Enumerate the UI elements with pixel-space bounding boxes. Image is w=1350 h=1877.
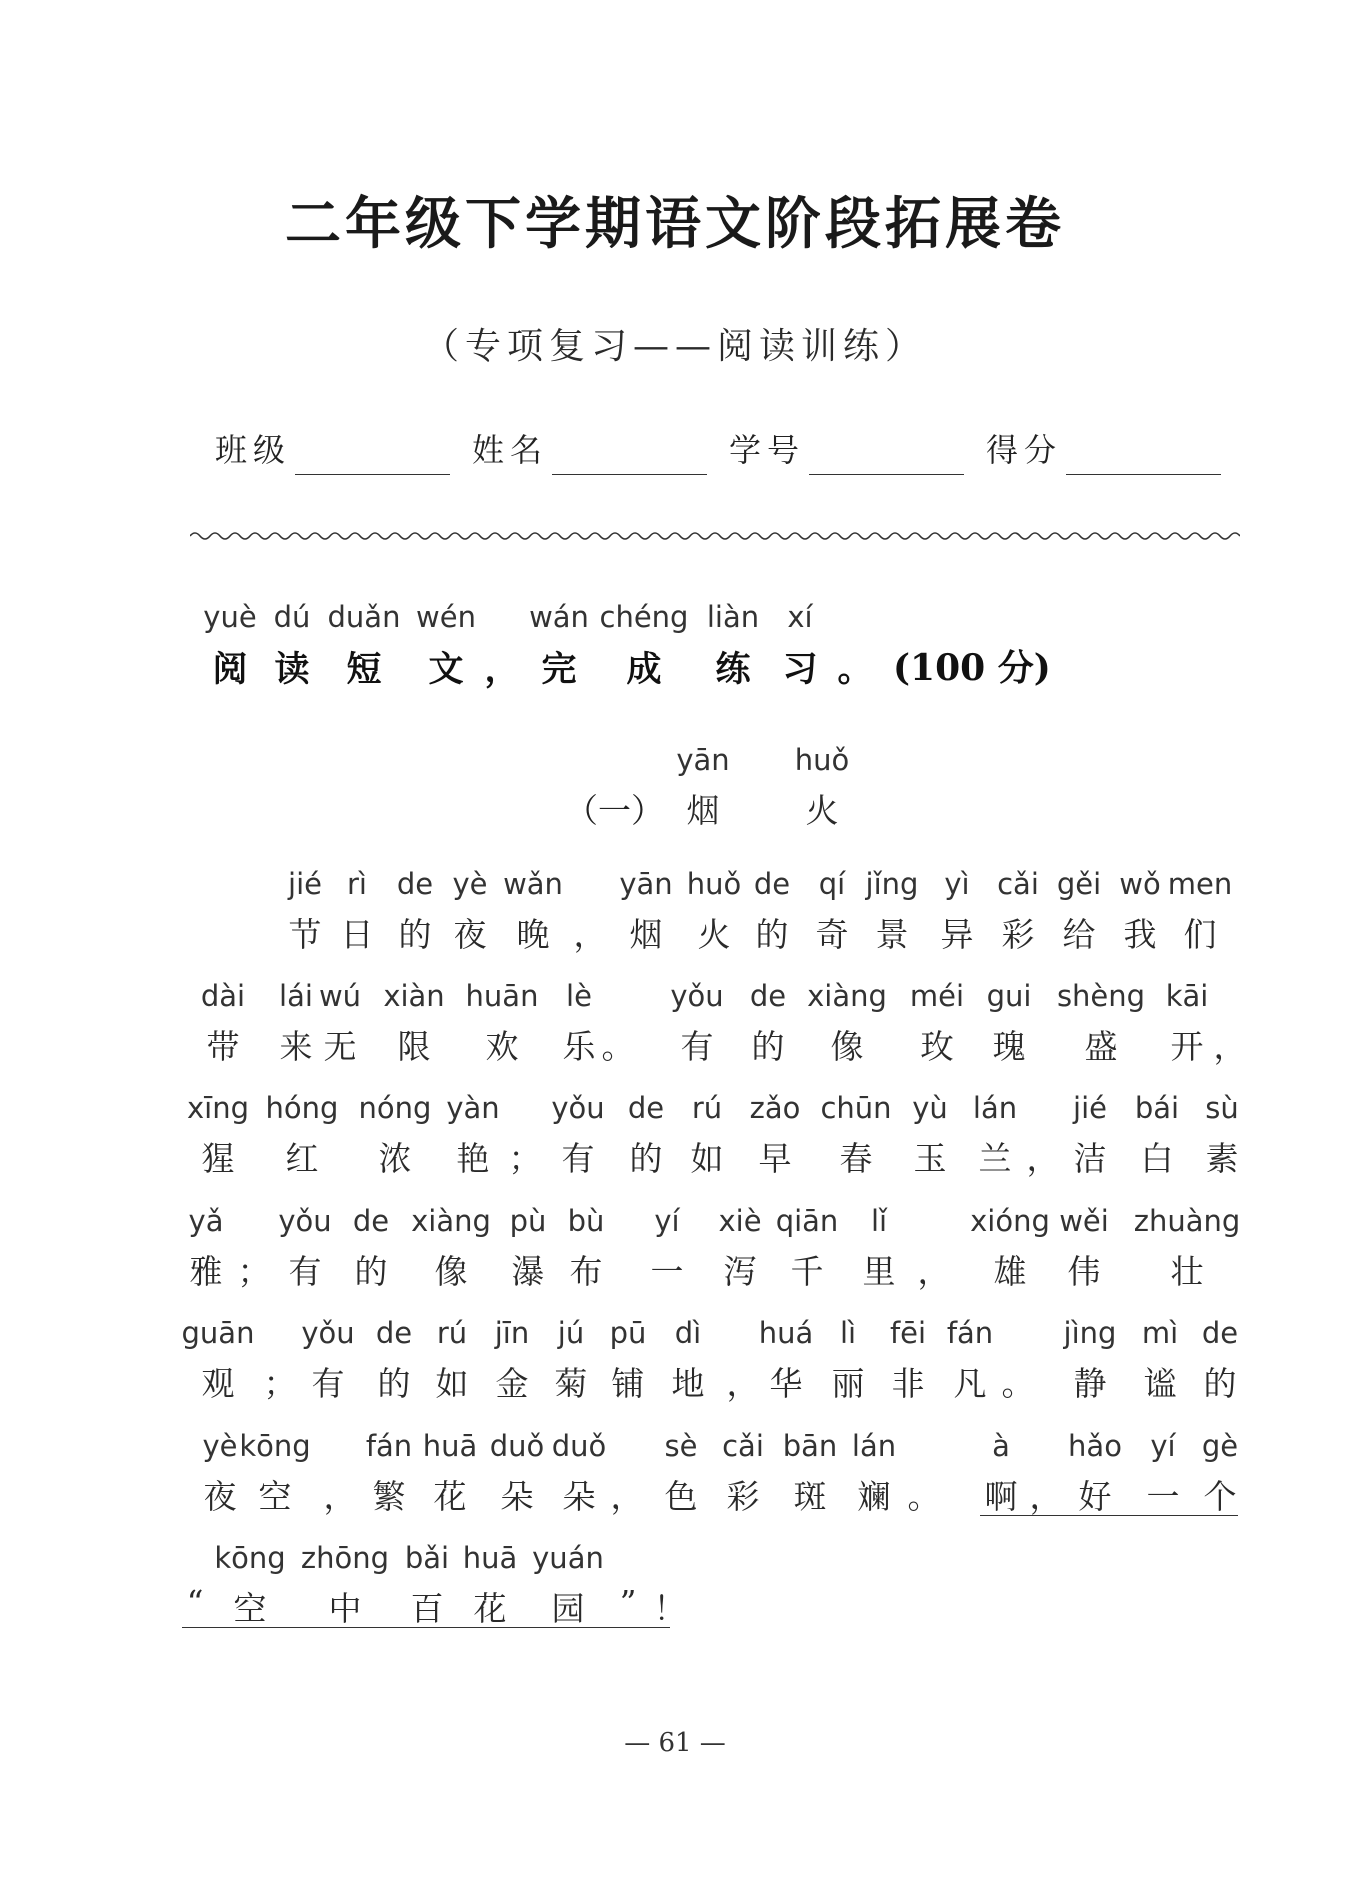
pinyin: gui: [986, 979, 1032, 1013]
pinyin: de: [1201, 1316, 1239, 1350]
pinyin: chūn: [820, 1091, 892, 1125]
punctuation: ，: [917, 1252, 951, 1291]
pinyin: xiè: [718, 1204, 762, 1238]
passage-line: [0, 867, 1350, 977]
pinyin: rú: [691, 1091, 723, 1125]
pinyin: jié: [1073, 1091, 1107, 1125]
pinyin: méi: [909, 979, 965, 1013]
score-field[interactable]: [986, 425, 1062, 475]
hanzi-character: 无: [323, 1027, 357, 1066]
pinyin: huǒ: [686, 867, 742, 901]
pinyin: fēi: [889, 1316, 927, 1350]
pinyin: yǒu: [278, 1204, 332, 1238]
pinyin: duǒ: [551, 1429, 607, 1463]
pinyin: xiàng: [411, 1204, 491, 1238]
pinyin: bǎi: [404, 1541, 450, 1575]
pinyin: wú: [318, 979, 362, 1013]
hanzi-character: 成: [626, 649, 662, 690]
pinyin: de: [749, 979, 787, 1013]
pinyin: qiān: [775, 1204, 839, 1238]
hanzi-character: 春: [839, 1139, 873, 1178]
page-number: — 61 —: [624, 1728, 726, 1758]
pinyin: zhuàng: [1133, 1204, 1241, 1238]
hanzi-character: 日: [340, 915, 374, 954]
pinyin: de: [627, 1091, 665, 1125]
hanzi-character: 有: [288, 1252, 322, 1291]
hanzi-character: 们: [1183, 915, 1217, 954]
punctuation: ，: [1029, 1477, 1063, 1516]
passage-line: [0, 979, 1350, 1089]
pinyin: zhōng: [300, 1541, 390, 1575]
pinyin: yí: [654, 1204, 680, 1238]
pinyin: mì: [1141, 1316, 1179, 1350]
pinyin: wén: [416, 600, 476, 634]
pinyin: wěi: [1059, 1204, 1109, 1238]
hanzi-character: 白: [1140, 1139, 1174, 1178]
hanzi-character: 啊: [984, 1477, 1018, 1516]
hanzi-character: 花: [433, 1477, 467, 1516]
pinyin: lǐ: [870, 1204, 888, 1238]
hanzi-character: 浓: [378, 1139, 412, 1178]
pinyin: fán: [365, 1429, 413, 1463]
pinyin: sù: [1205, 1091, 1239, 1125]
punctuation: ！: [653, 1589, 687, 1628]
punctuation: ，: [323, 1477, 357, 1516]
pinyin: yuán: [532, 1541, 604, 1575]
class-label: 班级: [215, 431, 292, 469]
pinyin: guān: [181, 1316, 255, 1350]
hanzi-character: 烟: [629, 915, 663, 954]
pinyin: pù: [509, 1204, 547, 1238]
hanzi-character: 好: [1078, 1477, 1112, 1516]
name-blank-line[interactable]: [552, 474, 707, 475]
hanzi-character: 色: [664, 1477, 698, 1516]
hanzi-character: 像: [830, 1027, 864, 1066]
pinyin: xīng: [186, 1091, 250, 1125]
pinyin: cǎi: [997, 867, 1039, 901]
hanzi-character: 习: [782, 649, 818, 690]
pinyin: pū: [609, 1316, 647, 1350]
hanzi-character: 素: [1205, 1139, 1239, 1178]
hanzi-character: 雄: [993, 1252, 1027, 1291]
hanzi-character: 盛: [1084, 1027, 1118, 1066]
hanzi-character: 斓: [857, 1477, 891, 1516]
hanzi-character: 彩: [1001, 915, 1035, 954]
punctuation: ，: [1026, 1139, 1060, 1178]
hanzi-character: 的: [377, 1364, 411, 1403]
pinyin: lì: [839, 1316, 857, 1350]
punctuation: ；: [237, 1252, 271, 1291]
hanzi-character: 红: [285, 1139, 319, 1178]
hanzi-character: 菊: [554, 1364, 588, 1403]
hanzi-character: 的: [751, 1027, 785, 1066]
pinyin: de: [753, 867, 791, 901]
hanzi-character: 限: [397, 1027, 431, 1066]
pinyin: lán: [972, 1091, 1018, 1125]
pinyin: fán: [946, 1316, 994, 1350]
hanzi-character: 如: [435, 1364, 469, 1403]
hanzi-character: 千: [790, 1252, 824, 1291]
hanzi-character: 异: [940, 915, 974, 954]
pinyin: wǎn: [503, 867, 563, 901]
pinyin: yì: [944, 867, 970, 901]
hanzi-character: 空: [233, 1589, 267, 1628]
hanzi-character: 开: [1170, 1027, 1204, 1066]
hanzi-character: 玉: [913, 1139, 947, 1178]
hanzi-character: 雅: [189, 1252, 223, 1291]
pinyin: wǒ: [1119, 867, 1161, 901]
sentence-underline: [980, 1515, 1238, 1516]
pinyin: xiàng: [807, 979, 887, 1013]
exam-subtitle: （专项复习——阅读训练）: [422, 326, 927, 367]
punctuation: ，: [573, 915, 607, 954]
punctuation: ；: [508, 1139, 542, 1178]
pinyin: yān: [619, 867, 673, 901]
passage-line: [0, 1541, 1350, 1651]
hanzi-character: 晚: [516, 915, 550, 954]
pinyin: dì: [674, 1316, 702, 1350]
student-number-blank-line[interactable]: [809, 474, 964, 475]
hanzi-character: 火: [805, 791, 839, 830]
exam-title: 二年级下学期语文阶段拓展卷: [285, 191, 1065, 257]
pinyin: yuè: [203, 600, 257, 634]
hanzi-character: 一: [1146, 1477, 1180, 1516]
hanzi-character: 彩: [726, 1477, 760, 1516]
pinyin: huā: [462, 1541, 518, 1575]
hanzi-character: 的: [629, 1139, 663, 1178]
hanzi-character: 夜: [453, 915, 487, 954]
hanzi-character: 瑰: [992, 1027, 1026, 1066]
hanzi-character: 练: [715, 649, 751, 690]
hanzi-character: 里: [862, 1252, 896, 1291]
pinyin: kōng: [239, 1429, 311, 1463]
pinyin: liàn: [706, 600, 760, 634]
pinyin: xióng: [970, 1204, 1050, 1238]
hanzi-character: 乐: [562, 1027, 596, 1066]
pinyin: dú: [273, 600, 311, 634]
pinyin: lán: [851, 1429, 897, 1463]
hanzi-character: 朵: [562, 1477, 596, 1516]
punctuation: ”: [619, 1583, 637, 1622]
instruction-row: [0, 600, 1350, 710]
punctuation: ，: [726, 1364, 760, 1403]
pinyin: gè: [1201, 1429, 1239, 1463]
hanzi-character: 凡: [953, 1364, 987, 1403]
hanzi-character: 谧: [1143, 1364, 1177, 1403]
pinyin: jú: [557, 1316, 585, 1350]
instruction-score: (100 分): [893, 647, 1051, 689]
hanzi-character: 的: [1203, 1364, 1237, 1403]
hanzi-character: 兰: [978, 1139, 1012, 1178]
hanzi-character: 猩: [201, 1139, 235, 1178]
pinyin: yàn: [446, 1091, 500, 1125]
pinyin: cǎi: [722, 1429, 764, 1463]
hanzi-character: 铺: [611, 1364, 645, 1403]
hanzi-character: 金: [495, 1364, 529, 1403]
name-label: 姓名: [472, 431, 549, 469]
pinyin: xí: [787, 600, 813, 634]
hanzi-character: 阅: [212, 649, 248, 690]
pinyin: bù: [567, 1204, 605, 1238]
hanzi-character: 洁: [1073, 1139, 1107, 1178]
pinyin: qí: [818, 867, 846, 901]
hanzi-character: 的: [755, 915, 789, 954]
hanzi-character: 地: [671, 1364, 705, 1403]
section-number: （一）: [565, 791, 664, 830]
pinyin: hóng: [265, 1091, 339, 1125]
pinyin: huā: [422, 1429, 478, 1463]
hanzi-character: 花: [473, 1589, 507, 1628]
pinyin: rì: [347, 867, 367, 901]
pinyin: yè: [202, 1429, 238, 1463]
hanzi-character: 火: [697, 915, 731, 954]
pinyin: de: [396, 867, 434, 901]
hanzi-character: 布: [569, 1252, 603, 1291]
pinyin: yè: [452, 867, 488, 901]
punctuation: ，: [1213, 1027, 1247, 1066]
hanzi-character: 斑: [793, 1477, 827, 1516]
pinyin: lè: [566, 979, 592, 1013]
hanzi-character: 的: [398, 915, 432, 954]
pinyin: jǐng: [865, 867, 919, 901]
hanzi-character: 百: [410, 1589, 444, 1628]
pinyin: yǎ: [188, 1204, 224, 1238]
pinyin: de: [375, 1316, 413, 1350]
section-title-row: [0, 743, 1350, 853]
pinyin: yǒu: [551, 1091, 605, 1125]
punctuation: 。: [907, 1477, 941, 1516]
pinyin: huān: [465, 979, 539, 1013]
pinyin: huǒ: [794, 743, 850, 777]
hanzi-character: 丽: [831, 1364, 865, 1403]
name-field[interactable]: [472, 425, 548, 475]
pinyin: zǎo: [749, 1091, 801, 1125]
hanzi-character: 园: [551, 1589, 585, 1628]
hanzi-character: 静: [1073, 1364, 1107, 1403]
pinyin: kōng: [214, 1541, 286, 1575]
hanzi-character: 欢: [485, 1027, 519, 1066]
hanzi-character: 的: [354, 1252, 388, 1291]
hanzi-character: 节: [288, 915, 322, 954]
passage-line: [0, 1091, 1350, 1201]
hanzi-character: 有: [680, 1027, 714, 1066]
pinyin: chéng: [599, 600, 689, 634]
hanzi-character: 繁: [372, 1477, 406, 1516]
pinyin: dài: [200, 979, 246, 1013]
score-blank-line[interactable]: [1066, 474, 1221, 475]
pinyin: yí: [1150, 1429, 1176, 1463]
pinyin: shèng: [1056, 979, 1146, 1013]
pinyin: jìng: [1063, 1316, 1117, 1350]
punctuation: ，: [484, 649, 520, 690]
passage-line: [0, 1316, 1350, 1426]
hanzi-character: 景: [875, 915, 909, 954]
hanzi-character: 有: [311, 1364, 345, 1403]
pinyin: huá: [758, 1316, 814, 1350]
pinyin: bái: [1134, 1091, 1180, 1125]
pinyin: gěi: [1056, 867, 1102, 901]
student-number-field[interactable]: [729, 425, 805, 475]
hanzi-character: 朵: [500, 1477, 534, 1516]
hanzi-character: 一: [650, 1252, 684, 1291]
pinyin: xiàn: [383, 979, 445, 1013]
sentence-underline: [182, 1627, 670, 1628]
pinyin: wán: [529, 600, 589, 634]
punctuation: 。: [1001, 1364, 1035, 1403]
hanzi-character: 中: [328, 1589, 362, 1628]
pinyin: yù: [912, 1091, 948, 1125]
pinyin: de: [352, 1204, 390, 1238]
hanzi-character: 来: [279, 1027, 313, 1066]
student-number-label: 学号: [729, 431, 806, 469]
student-info-row: [215, 425, 1235, 485]
hanzi-character: 像: [434, 1252, 468, 1291]
score-label: 得分: [986, 431, 1063, 469]
passage-line: [0, 1204, 1350, 1314]
hanzi-character: 我: [1123, 915, 1157, 954]
pinyin: yān: [676, 743, 730, 777]
hanzi-character: 艳: [456, 1139, 490, 1178]
pinyin: kāi: [1165, 979, 1209, 1013]
pinyin: bān: [782, 1429, 838, 1463]
hanzi-character: 观: [201, 1364, 235, 1403]
punctuation: ；: [263, 1364, 297, 1403]
punctuation: “: [186, 1583, 204, 1622]
hanzi-character: 华: [769, 1364, 803, 1403]
pinyin: jīn: [494, 1316, 530, 1350]
hanzi-character: 瀑: [511, 1252, 545, 1291]
hanzi-character: 非: [891, 1364, 925, 1403]
hanzi-character: 夜: [203, 1477, 237, 1516]
hanzi-character: 空: [258, 1477, 292, 1516]
pinyin: yǒu: [670, 979, 724, 1013]
hanzi-character: 泻: [723, 1252, 757, 1291]
pinyin: lái: [279, 979, 313, 1013]
hanzi-character: 玫: [920, 1027, 954, 1066]
hanzi-character: 带: [206, 1027, 240, 1066]
pinyin: yǒu: [301, 1316, 355, 1350]
pinyin: men: [1167, 867, 1233, 901]
hanzi-character: 烟: [686, 791, 720, 830]
hanzi-character: 完: [541, 649, 577, 690]
punctuation: 。: [837, 649, 873, 690]
pinyin: sè: [664, 1429, 698, 1463]
class-blank-line[interactable]: [295, 474, 450, 475]
pinyin: duǒ: [489, 1429, 545, 1463]
hanzi-character: 伟: [1067, 1252, 1101, 1291]
pinyin: à: [992, 1429, 1010, 1463]
wavy-divider: [190, 526, 1240, 546]
hanzi-character: 给: [1062, 915, 1096, 954]
pinyin: nóng: [358, 1091, 432, 1125]
hanzi-character: 如: [690, 1139, 724, 1178]
hanzi-character: 有: [561, 1139, 595, 1178]
pinyin: rú: [436, 1316, 468, 1350]
hanzi-character: 读: [274, 649, 310, 690]
hanzi-character: 个: [1203, 1477, 1237, 1516]
pinyin: hǎo: [1068, 1429, 1122, 1463]
punctuation: ，: [610, 1477, 644, 1516]
punctuation: 。: [601, 1027, 635, 1066]
hanzi-character: 早: [758, 1139, 792, 1178]
class-field[interactable]: [215, 425, 291, 475]
passage-line: [0, 1429, 1350, 1539]
hanzi-character: 文: [428, 649, 464, 690]
hanzi-character: 奇: [815, 915, 849, 954]
hanzi-character: 壮: [1170, 1252, 1204, 1291]
hanzi-character: 短: [346, 649, 382, 690]
pinyin: duǎn: [327, 600, 401, 634]
pinyin: jié: [288, 867, 322, 901]
